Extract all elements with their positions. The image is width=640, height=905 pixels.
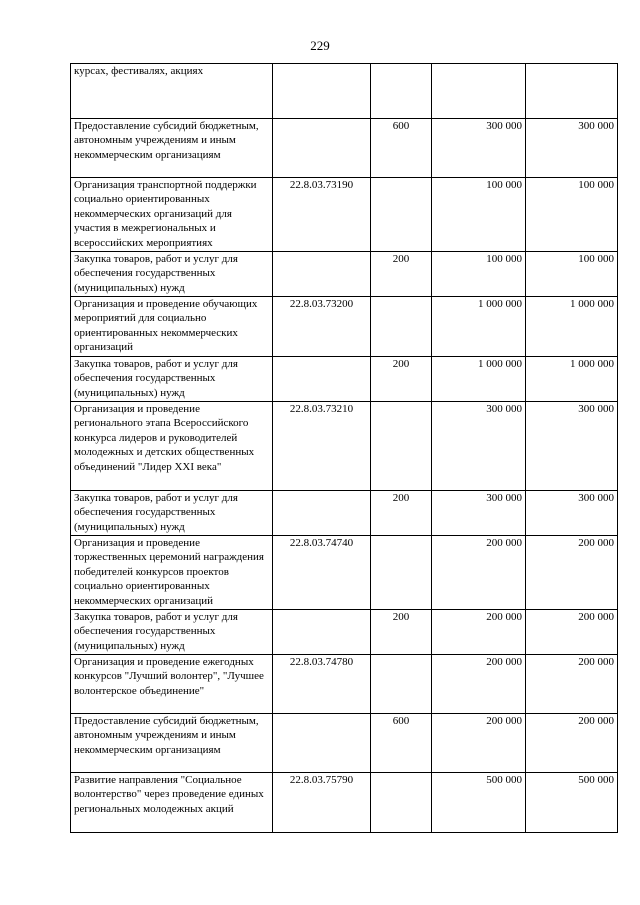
amount-year-1: 300 000 xyxy=(432,491,526,536)
amount-year-2: 500 000 xyxy=(526,773,618,833)
target-article-code: 22.8.03.73210 xyxy=(273,402,371,491)
amount-year-2: 100 000 xyxy=(526,178,618,252)
amount-year-1: 100 000 xyxy=(432,178,526,252)
table-row xyxy=(71,655,618,714)
amount-year-1: 1 000 000 xyxy=(432,357,526,402)
table-row xyxy=(71,297,618,357)
target-article-code xyxy=(273,714,371,773)
expense-type xyxy=(371,655,432,714)
table-row xyxy=(71,252,618,297)
item-name: Предоставление субсидий бюджетным, автономным учреждениям и иным некоммерческим организациям xyxy=(71,714,273,773)
amount-year-2: 300 000 xyxy=(526,119,618,178)
target-article-code xyxy=(273,252,371,297)
expense-type: 200 xyxy=(371,491,432,536)
table-row xyxy=(71,491,618,536)
target-article-code: 22.8.03.74740 xyxy=(273,536,371,610)
amount-year-1: 500 000 xyxy=(432,773,526,833)
amount-year-2: 1 000 000 xyxy=(526,357,618,402)
expense-type: 600 xyxy=(371,714,432,773)
table-row xyxy=(71,119,618,178)
expense-type xyxy=(371,297,432,357)
amount-year-1: 300 000 xyxy=(432,402,526,491)
expense-type xyxy=(371,402,432,491)
table-row xyxy=(71,357,618,402)
expense-type: 200 xyxy=(371,252,432,297)
item-name: Закупка товаров, работ и услуг для обеспечения государственных (муниципальных) нужд xyxy=(71,491,273,536)
amount-year-2: 1 000 000 xyxy=(526,297,618,357)
target-article-code: 22.8.03.73190 xyxy=(273,178,371,252)
item-name: Предоставление субсидий бюджетным, автономным учреждениям и иным некоммерческим организациям xyxy=(71,119,273,178)
budget-table xyxy=(70,63,618,833)
table-row xyxy=(71,64,618,119)
item-name: Организация и проведение ежегодных конкурсов "Лучший волонтер", "Лучшее волонтерское объединение" xyxy=(71,655,273,714)
target-article-code: 22.8.03.74780 xyxy=(273,655,371,714)
target-article-code xyxy=(273,119,371,178)
amount-year-2: 100 000 xyxy=(526,252,618,297)
target-article-code: 22.8.03.73200 xyxy=(273,297,371,357)
expense-type xyxy=(371,536,432,610)
amount-year-1: 200 000 xyxy=(432,536,526,610)
amount-year-1: 1 000 000 xyxy=(432,297,526,357)
item-name: Организация и проведение обучающих мероприятий для социально ориентированных некоммерческих организаций xyxy=(71,297,273,357)
amount-year-2: 200 000 xyxy=(526,655,618,714)
item-name: Развитие направления "Социальное волонтерство" через проведение единых региональных молодежных акций xyxy=(71,773,273,833)
item-name: Закупка товаров, работ и услуг для обеспечения государственных (муниципальных) нужд xyxy=(71,252,273,297)
amount-year-1: 200 000 xyxy=(432,714,526,773)
expense-type: 200 xyxy=(371,610,432,655)
amount-year-1: 200 000 xyxy=(432,610,526,655)
amount-year-2: 300 000 xyxy=(526,491,618,536)
amount-year-2: 200 000 xyxy=(526,714,618,773)
expense-type: 200 xyxy=(371,357,432,402)
expense-type: 600 xyxy=(371,119,432,178)
target-article-code: 22.8.03.75790 xyxy=(273,773,371,833)
table-row xyxy=(71,610,618,655)
table-row xyxy=(71,402,618,491)
target-article-code xyxy=(273,491,371,536)
item-name: курсах, фестивалях, акциях xyxy=(71,64,273,119)
item-name: Закупка товаров, работ и услуг для обеспечения государственных (муниципальных) нужд xyxy=(71,357,273,402)
amount-year-1: 100 000 xyxy=(432,252,526,297)
expense-type xyxy=(371,178,432,252)
table-row xyxy=(71,773,618,833)
target-article-code xyxy=(273,357,371,402)
expense-type xyxy=(371,64,432,119)
amount-year-2: 300 000 xyxy=(526,402,618,491)
table-row xyxy=(71,714,618,773)
target-article-code xyxy=(273,64,371,119)
item-name: Организация и проведение регионального этапа Всероссийского конкурса лидеров и руководителей молодежных и детских общественных объединений "Лидер XXI века" xyxy=(71,402,273,491)
target-article-code xyxy=(273,610,371,655)
item-name: Закупка товаров, работ и услуг для обеспечения государственных (муниципальных) нужд xyxy=(71,610,273,655)
amount-year-1: 300 000 xyxy=(432,119,526,178)
expense-type xyxy=(371,773,432,833)
item-name: Организация транспортной поддержки социально ориентированных некоммерческих организаций для участия в межрегиональных и всероссийских мероприятиях xyxy=(71,178,273,252)
table-row xyxy=(71,536,618,610)
amount-year-1 xyxy=(432,64,526,119)
page-number: 229 xyxy=(310,38,330,53)
table-row xyxy=(71,178,618,252)
item-name: Организация и проведение торжественных церемоний награждения победителей конкурсов проектов социально ориентированных некоммерческих организаций xyxy=(71,536,273,610)
amount-year-1: 200 000 xyxy=(432,655,526,714)
amount-year-2: 200 000 xyxy=(526,610,618,655)
amount-year-2: 200 000 xyxy=(526,536,618,610)
amount-year-2 xyxy=(526,64,618,119)
